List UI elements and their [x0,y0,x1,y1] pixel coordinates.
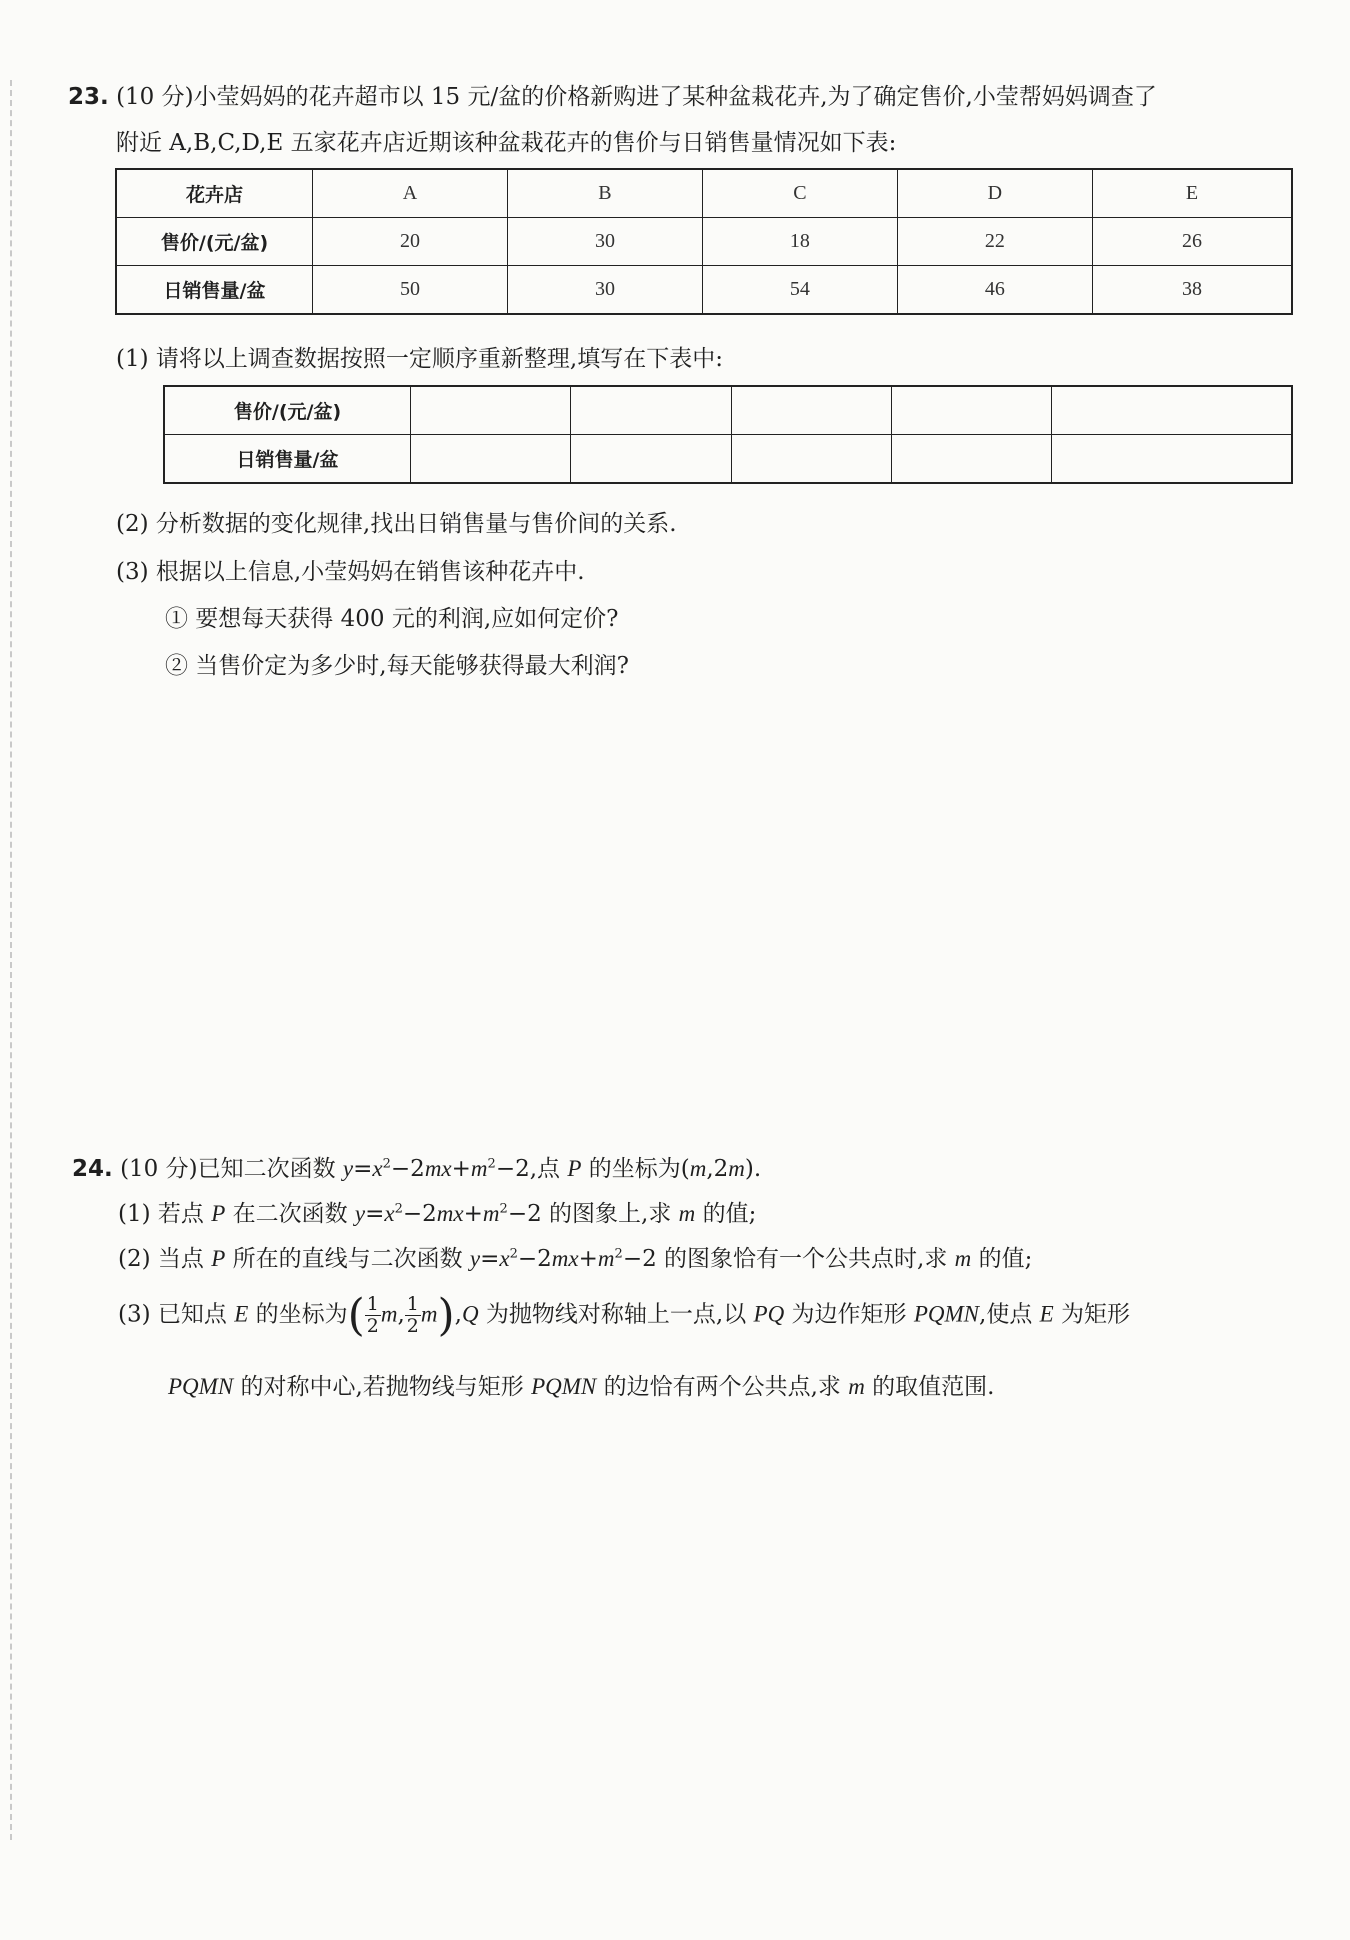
answer-cell[interactable] [571,386,731,435]
store-b: B [507,169,702,218]
q24-part3-text: ,使点 [979,1301,1040,1328]
q23-part2: (2) 分析数据的变化规律,找出日销售量与售价间的关系. [116,511,677,537]
q24-part2-text: 的值; [971,1246,1033,1272]
sales-header: 日销售量/盆 [116,266,313,315]
q24-part3-text: , [454,1301,462,1328]
q24-part3-text: 的对称中心,若抛物线与矩形 [233,1374,532,1400]
answer-sales-header: 日销售量/盆 [164,435,411,484]
q24-part3-line1: (3) 已知点 E 的坐标为( $\frac{1}{2}$ m, $\frac{1}{2}$ m),Q 为抛物线对称轴上一点,以 PQ 为边作矩形 PQMN,使点 E 为矩形 [118,1290,1131,1341]
q24-stem: 24. (10 分)已知二次函数 $y=x^2-2mx+m^2-2$,点 P 的坐标为(m,2m). [72,1156,762,1182]
q24-part1-text: 的值; [695,1201,757,1227]
price-cell: 26 [1092,218,1292,266]
store-header: 花卉店 [116,169,313,218]
sales-cell: 38 [1092,266,1292,315]
q23-stem-line2: 附近 A,B,C,D,E 五家花卉店近期该种盆栽花卉的售价与日销售量情况如下表: [116,130,897,156]
fraction-half: $\frac{1}{2}$ [406,1293,419,1337]
q23-sub2: ② 当售价定为多少时,每天能够获得最大利润? [165,653,629,679]
sales-cell: 46 [897,266,1092,315]
answer-cell[interactable] [1052,435,1292,484]
sales-cell: 50 [313,266,508,315]
store-a: A [313,169,508,218]
q24-number: 24. [72,1156,113,1182]
fraction-half: $\frac{1}{2}$ [366,1293,379,1337]
price-cell: 30 [507,218,702,266]
q23-number: 23. [68,84,109,110]
equation: y [342,1156,354,1181]
q24-part3-text: 的取值范围. [864,1374,995,1400]
answer-cell[interactable] [891,435,1051,484]
q24-part2-text: 的图象恰有一个公共点时,求 [656,1246,955,1272]
q24-part3-text: (3) 已知点 [118,1301,235,1328]
price-header: 售价/(元/盆) [116,218,313,266]
answer-cell[interactable] [571,435,731,484]
table-row [116,218,1292,266]
answer-price-header: 售价/(元/盆) [164,386,411,435]
q23-stem-line1 [68,78,1157,111]
price-cell: 22 [897,218,1092,266]
q23-part1: (1) 请将以上调查数据按照一定顺序重新整理,填写在下表中: [116,346,723,372]
q24-part1-text: 在二次函数 [225,1201,355,1227]
answer-cell[interactable] [1052,386,1292,435]
q24-part1: (1) 若点 P 在二次函数 $y=x^2-2mx+m^2-2$ 的图象上,求 m 的值; [118,1201,757,1227]
table-row [164,435,1292,484]
store-e: E [1092,169,1292,218]
price-cell: 20 [313,218,508,266]
q24-part3-line2: PQMN 的对称中心,若抛物线与矩形 PQMN 的边恰有两个公共点,求 m 的取值范围. [168,1374,995,1400]
answer-cell[interactable] [411,386,571,435]
price-cell: 18 [702,218,897,266]
q24-part3-text: 的边恰有两个公共点,求 [596,1374,849,1400]
q24-part2: (2) 当点 P 所在的直线与二次函数 $y=x^2-2mx+m^2-2$ 的图象恰有一个公共点时,求 m 的值; [118,1246,1033,1272]
q24-stem-text: ,点 [529,1156,568,1182]
store-c: C [702,169,897,218]
sales-cell: 30 [507,266,702,315]
q24-stem-text: ). [744,1156,762,1182]
q23-sub1: ① 要想每天获得 400 元的利润,应如何定价? [165,606,619,632]
answer-cell[interactable] [891,386,1051,435]
table-row [164,386,1292,435]
store-d: D [897,169,1092,218]
table-row [116,266,1292,315]
q23-part3: (3) 根据以上信息,小莹妈妈在销售该种花卉中. [116,559,585,585]
q24-stem-text: (10 分)已知二次函数 [120,1156,343,1182]
table-row [116,169,1292,218]
q24-part2-text: (2) 当点 [118,1246,212,1272]
survey-table [115,168,1293,315]
q24-part1-text: 的图象上,求 [541,1201,679,1227]
answer-cell[interactable] [411,435,571,484]
q24-part3-text: 为边作矩形 [784,1301,914,1328]
answer-cell[interactable] [731,386,891,435]
answer-cell[interactable] [731,435,891,484]
q24-part2-text: 所在的直线与二次函数 [225,1246,470,1272]
sales-cell: 54 [702,266,897,315]
answer-table [163,385,1293,484]
q24-part3-text: 为抛物线对称轴上一点,以 [478,1301,754,1328]
q24-stem-text: 的坐标为( [581,1156,690,1182]
q23-stem-text1: (10 分)小莹妈妈的花卉超市以 15 元/盆的价格新购进了某种盆栽花卉,为了确定售价,小莹帮妈妈调查了 [116,84,1157,110]
q24-part3-text: 为矩形 [1053,1301,1131,1328]
q24-part3-text: 的坐标为 [248,1301,348,1328]
q24-part1-text: (1) 若点 [118,1201,212,1227]
binding-margin-line [10,80,12,1840]
